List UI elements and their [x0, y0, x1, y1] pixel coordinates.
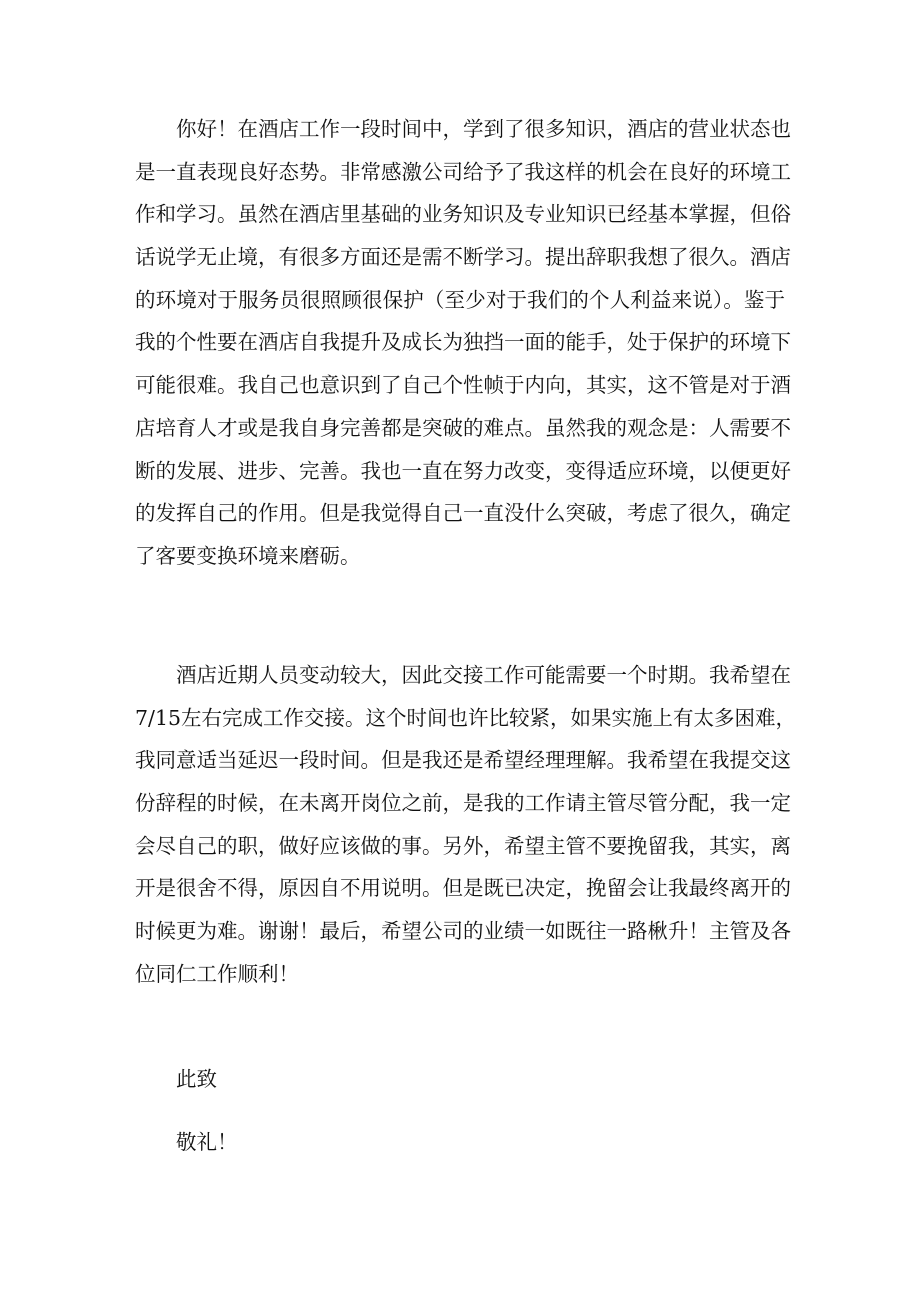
paragraph-line: 作和学习。虽然在酒店里基础的业务知识及专业知识已经基本掌握，但俗	[135, 202, 791, 227]
paragraph-line: 份辞程的时候，在未离开岗位之前，是我的工作请主管尽管分配，我一定	[135, 791, 791, 816]
closing-regards: 敬礼！	[176, 1130, 238, 1154]
paragraph-line: 酒店近期人员变动较大，因此交接工作可能需要一个时期。我希望在	[176, 663, 791, 687]
paragraph-line: 我同意适当延迟一段时间。但是我还是希望经理理解。我希望在我提交这	[135, 748, 791, 773]
paragraph-line: 断的发展、进步、完善。我也一直在努力改变，变得适应环境，以便更好	[135, 458, 791, 483]
paragraph-line: 我的个性要在酒店自我提升及成长为独挡一面的能手，处于保护的环境下	[135, 330, 791, 355]
paragraph-line: 开是很舍不得，原因自不用说明。但是既已决定，挽留会让我最终离开的	[135, 876, 791, 901]
paragraph-1	[135, 108, 791, 578]
paragraph-line: 7/15左右完成工作交接。这个时间也许比较紧，如果实施上有太多困难，	[135, 705, 797, 730]
paragraph-line: 的环境对于服务员很照顾很保护（至少对于我们的个人利益来说）。鉴于	[135, 287, 785, 312]
paragraph-line: 话说学无止境，有很多方面还是需不断学习。提出辞职我想了很久。酒店	[135, 245, 791, 270]
paragraph-line: 可能很难。我自己也意识到了自己个性帧于内向，其实，这不管是对于酒	[135, 373, 791, 398]
paragraph-line: 你好！在酒店工作一段时间中，学到了很多知识，酒店的营业状态也	[176, 117, 791, 141]
paragraph-line: 店培育人才或是我自身完善都是突破的难点。虽然我的观念是：人需要不	[135, 415, 791, 440]
paragraph-line: 时候更为难。谢谢！最后，希望公司的业绩一如既往一路楸升！主管及各	[135, 919, 791, 944]
paragraph-line: 了客要变换环境来磨砺。	[135, 543, 361, 568]
paragraph-line: 会尽自己的职，做好应该做的事。另外，希望主管不要挽留我，其实，离	[135, 833, 791, 858]
paragraph-line: 位同仁工作顺利！	[135, 961, 299, 986]
paragraph-line: 的发挥自己的作用。但是我觉得自己一直没什么突破，考虑了很久，确定	[135, 501, 791, 526]
closing-salutation: 此致	[176, 1067, 217, 1091]
paragraph-line: 是一直表现良好态势。非常感激公司给予了我这样的机会在良好的环境工	[135, 159, 791, 184]
paragraph-2	[135, 654, 797, 996]
